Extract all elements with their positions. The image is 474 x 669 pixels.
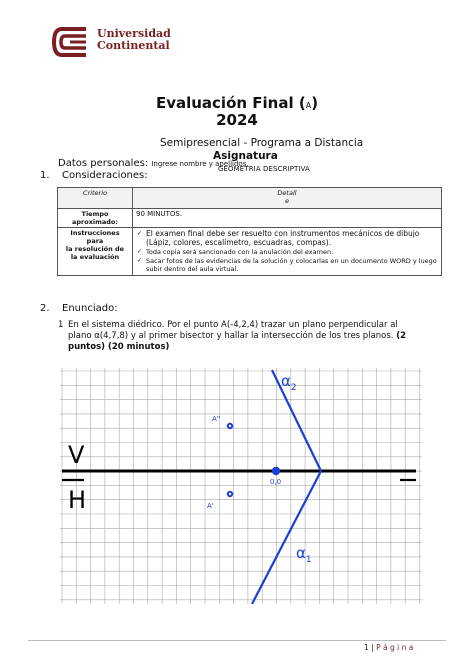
footer-separator: | — [368, 643, 377, 652]
section-2-num: 2. — [40, 303, 50, 314]
alpha1-symbol: α — [296, 544, 306, 562]
problem-text-block — [68, 320, 408, 353]
label-alpha2 — [281, 372, 297, 393]
personal-label: Datos personales: — [58, 158, 149, 169]
logo-line1: Universidad — [97, 27, 171, 40]
personal-hint[interactable]: Ingrese nombre y apellidos. — [151, 160, 249, 168]
footer-page-word: P á g i n a — [376, 643, 414, 652]
problem-number: 1 — [58, 320, 64, 330]
instr-label-2: la resolución de — [65, 245, 125, 253]
criteria-table — [57, 187, 442, 276]
label-origin: 0,0 — [270, 478, 282, 486]
title-close: ) — [311, 94, 319, 112]
label-a-lower: A' — [207, 502, 214, 510]
time-label-2: aproximado: — [71, 218, 118, 226]
dihedral-figure — [60, 368, 422, 604]
problem-text: En el sistema diédrico. Por el punto A(-4,2,4) trazar un plano perpendicular al plano α(4,7,8) y al primer bisector y hallar la intersección de los tres planos. — [68, 320, 398, 341]
list-item: ✓ El examen final debe ser resuelto con instrumentos mecánicos de dibujo (Lápiz, colores, escalímetro, escuadras, compas). — [146, 229, 438, 247]
time-label-1: Tiempo — [81, 210, 109, 218]
alpha2-sub: 2 — [290, 383, 297, 393]
subject-heading: Asignatura — [213, 150, 278, 162]
university-name — [97, 28, 171, 52]
header-detalle-2: e — [285, 197, 289, 205]
section-2-heading — [40, 303, 118, 314]
origin-point — [272, 467, 280, 475]
list-item: ✓ Toda copia será sancionado con la anulación del examen. — [146, 248, 438, 256]
section-1-num: 1. — [40, 170, 50, 181]
list-item: ✓ Sacar fotos de las evidencias de la solución y colocarlas en un documento WORD y luego subir dentro del aula virtual. — [146, 257, 438, 273]
row-instructions-value — [133, 228, 442, 276]
label-h: H — [68, 486, 87, 514]
section-1-heading — [40, 170, 148, 181]
page-footer — [364, 643, 413, 652]
row-time-label — [58, 209, 133, 228]
subject-name: GEOMETRIA DESCRIPTIVA — [218, 165, 310, 173]
alpha2-symbol: α — [281, 372, 291, 390]
instr-label-1: Instrucciones para — [70, 229, 120, 245]
section-1-label: Consideraciones: — [62, 170, 148, 181]
row-time-value: 90 MINUTOS. — [133, 209, 442, 228]
title-variant: A — [305, 101, 312, 110]
footer-rule — [28, 640, 446, 641]
table-header-row — [58, 188, 442, 209]
point-a-vertical-center — [229, 425, 231, 427]
table-row — [58, 209, 442, 228]
label-a-upper: A'' — [212, 415, 221, 423]
grid-lines — [60, 368, 422, 604]
header-detalle-1: Detall — [277, 189, 297, 197]
modality: Semipresencial - Programa a Distancia — [160, 137, 364, 149]
table-row — [58, 228, 442, 276]
header-criterio: Criterio — [58, 188, 133, 209]
instr-label-3: la evaluación — [70, 253, 120, 261]
header-detalle — [133, 188, 442, 209]
label-v: V — [68, 441, 85, 469]
title-main: Evaluación Final ( — [155, 94, 306, 112]
logo-line2: Continental — [97, 39, 170, 52]
label-alpha1 — [296, 544, 312, 565]
alpha1-sub: 1 — [305, 555, 312, 565]
instructions-list — [136, 229, 438, 273]
footer-page-number: 1 — [364, 643, 369, 652]
point-a-horizontal-center — [229, 493, 231, 495]
exam-year: 2024 — [216, 111, 258, 129]
row-instructions-label — [58, 228, 133, 276]
personal-data — [58, 158, 249, 169]
section-2-label: Enunciado: — [62, 303, 118, 314]
problem-points: (2 puntos) (20 minutos) — [68, 331, 407, 352]
university-logo-icon — [50, 24, 90, 60]
